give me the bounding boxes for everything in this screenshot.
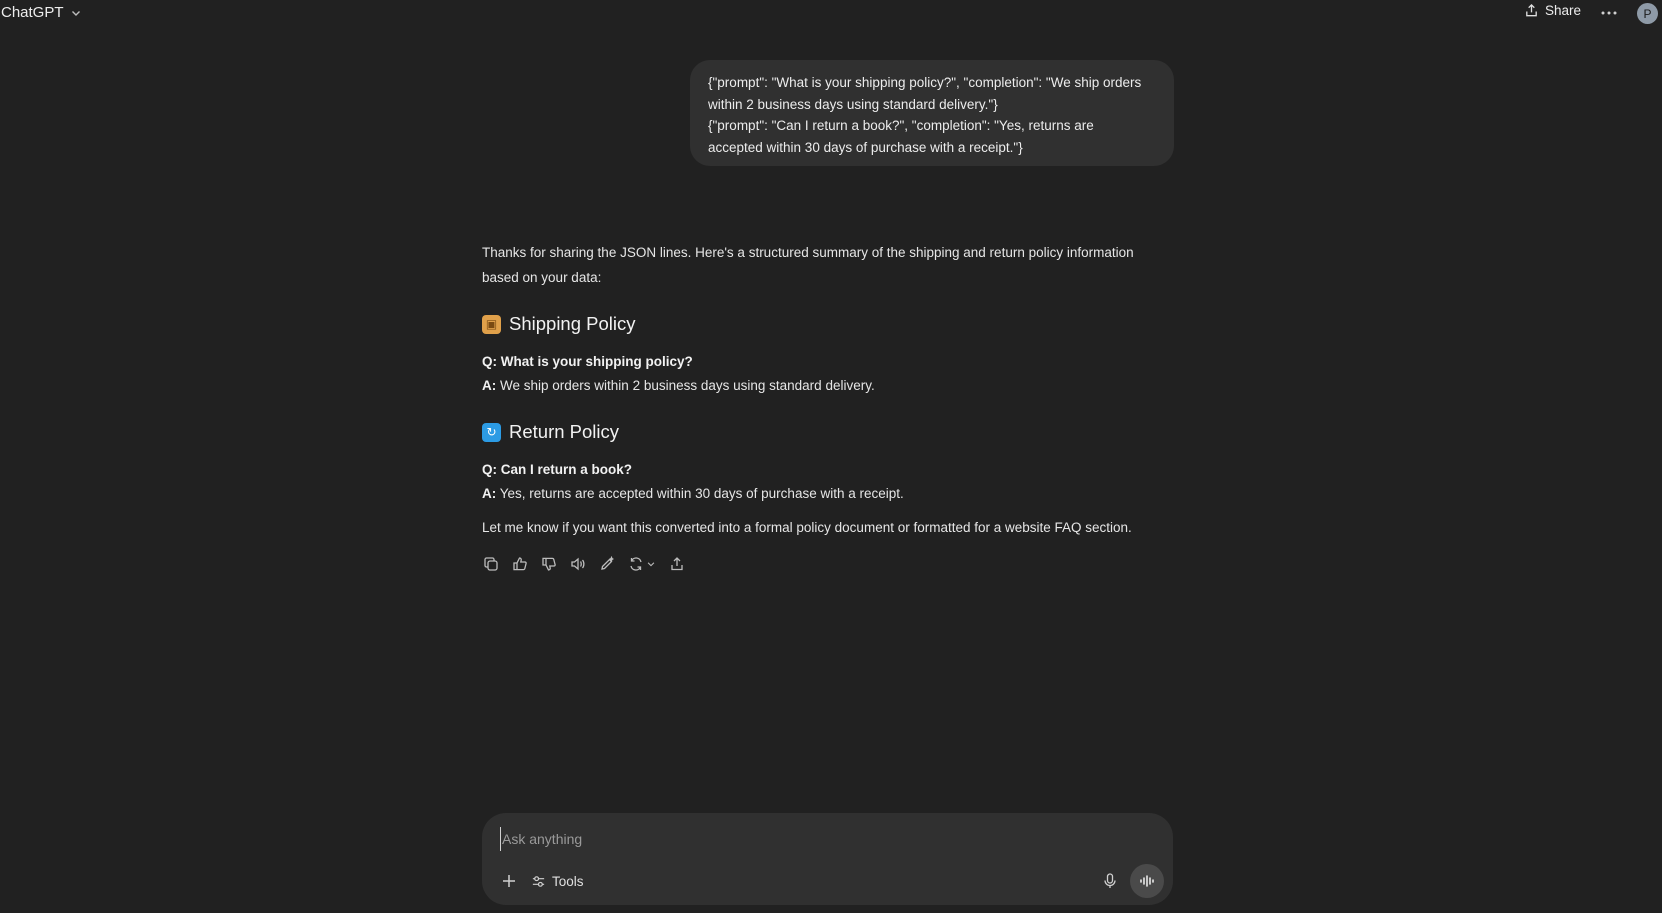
read-aloud-icon: [570, 556, 586, 572]
shipping-question: [482, 350, 1172, 374]
return-policy-title: Return Policy: [509, 421, 620, 442]
plus-icon: [502, 874, 516, 888]
answer-text: Yes, returns are accepted within 30 days of purchase with a receipt.: [499, 486, 904, 501]
voice-mode-button[interactable]: [1130, 864, 1164, 898]
q-label: Q:: [482, 462, 497, 477]
package-icon: ▣: [482, 315, 501, 334]
regenerate-icon: [628, 556, 644, 572]
chevron-down-icon: [70, 7, 82, 19]
regenerate-button[interactable]: [626, 554, 658, 574]
copy-icon: [483, 556, 499, 572]
q-label: Q:: [482, 354, 497, 369]
good-response-button[interactable]: [510, 554, 530, 574]
share-response-button[interactable]: [667, 554, 687, 574]
avatar-initial: P: [1643, 6, 1652, 21]
a-label: A:: [482, 378, 497, 393]
dictate-button[interactable]: [1099, 870, 1121, 892]
sliders-icon: [531, 874, 546, 889]
a-label: A:: [482, 486, 497, 501]
prompt-input[interactable]: [500, 827, 1140, 851]
tools-button[interactable]: [531, 870, 584, 892]
read-aloud-button[interactable]: [568, 554, 588, 574]
bad-response-button[interactable]: [539, 554, 559, 574]
tools-label: Tools: [552, 873, 584, 889]
edit-icon: [599, 556, 615, 572]
question-text: Can I return a book?: [500, 462, 633, 477]
user-message-line: within 2 business days using standard delivery."}: [708, 96, 998, 112]
assistant-closing: Let me know if you want this converted into a formal policy document or formatted for a website FAQ section.: [482, 520, 1132, 535]
share-icon: [669, 556, 685, 572]
chevron-down-icon: [646, 559, 656, 569]
user-message-line: accepted within 30 days of purchase with a receipt."}: [708, 139, 1023, 155]
add-attachment-button[interactable]: [498, 870, 520, 892]
avatar[interactable]: [1637, 3, 1658, 24]
edit-in-canvas-button[interactable]: [597, 554, 617, 574]
shipping-policy-title: Shipping Policy: [509, 313, 636, 334]
copy-button[interactable]: [481, 554, 501, 574]
share-button[interactable]: [1524, 3, 1581, 18]
intro-line: based on your data:: [482, 269, 602, 285]
assistant-message: [482, 241, 1172, 540]
ellipsis-icon: [1601, 11, 1617, 15]
return-answer: [482, 482, 1172, 506]
shipping-answer: [482, 374, 1172, 398]
composer: [482, 813, 1173, 905]
shipping-policy-heading: [482, 311, 1172, 337]
voice-waveform-icon: [1139, 874, 1155, 888]
top-bar: [0, 0, 1662, 28]
return-question: [482, 458, 1172, 482]
share-icon: [1524, 3, 1539, 18]
question-text: What is your shipping policy?: [500, 354, 693, 369]
microphone-icon: [1103, 873, 1117, 889]
user-message-line: {"prompt": "Can I return a book?", "completion": "Yes, returns are: [708, 118, 1094, 133]
message-actions: [481, 554, 687, 574]
share-label: Share: [1545, 3, 1582, 18]
intro-line: Thanks for sharing the JSON lines. Here's a structured summary of the shipping and return policy information: [482, 245, 1134, 260]
model-switcher[interactable]: [1, 4, 82, 21]
cycle-arrows-icon: ↻: [482, 423, 501, 442]
answer-text: We ship orders within 2 business days using standard delivery.: [500, 378, 875, 393]
model-name: ChatGPT: [1, 4, 64, 21]
more-options-button[interactable]: [1598, 3, 1620, 23]
thumbs-down-icon: [541, 556, 557, 572]
thumbs-up-icon: [512, 556, 528, 572]
user-message-bubble: [690, 60, 1174, 166]
assistant-intro: [482, 241, 1172, 290]
return-policy-heading: [482, 419, 1172, 445]
user-message-line: {"prompt": "What is your shipping policy?", "completion": "We ship orders: [708, 75, 1142, 90]
